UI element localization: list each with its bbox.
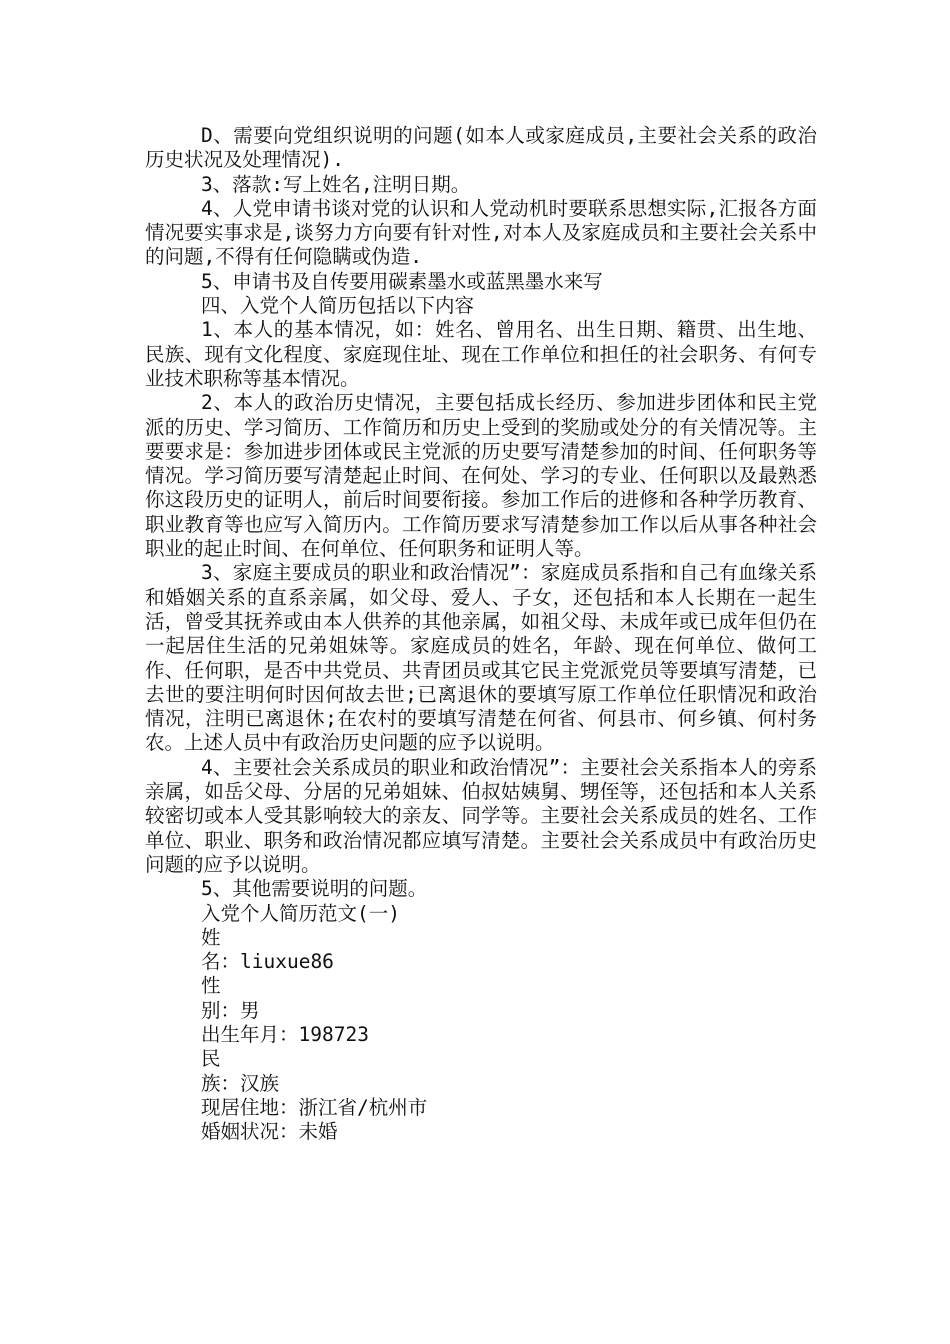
field-gender-label-part1: 性 bbox=[201, 974, 221, 998]
paragraph-other-issues: 5、其他需要说明的问题。 bbox=[201, 877, 428, 901]
paragraph-basic-info: 1、本人的基本情况，如：姓名、曾用名、出生日期、籍贯、出生地、民族、现有文化程度、家庭现住址、现在工作单位和担任的社会职务、有何专业技术职称等基本情况。 bbox=[145, 318, 817, 390]
field-ethnicity-value: 族：汉族 bbox=[201, 1071, 280, 1095]
field-marital-status: 婚姻状况：未婚 bbox=[201, 1120, 338, 1144]
section-heading-resume-contents: 四、入党个人简历包括以下内容 bbox=[201, 294, 475, 318]
field-name-value: 名：liuxue86 bbox=[201, 950, 334, 974]
paragraph-family-members: 3、家庭主要成员的职业和政治情况”：家庭成员系指和自己有血缘关系和婚姻关系的直系亲属，如父母、爱人、子女，还包括和本人长期在一起生活，曾受其抚养或由本人供养的其他亲属，如祖父母、未成年或已成年但仍在一起居住生活的兄弟姐妹等。家庭成员的姓名，年龄、现在何单位、做何工作、任何职，是否中共党员、共青团员或其它民主党派党员等要填写清楚，已去世的要注明何时因何故去世;已离退休的要填写原工作单位任职情况和政治情况，注明已离退休;在农村的要填写清楚在何省、何县市、何乡镇、何村务农。上述人员中有政治历史问题的应予以说明。 bbox=[145, 561, 817, 755]
field-ethnicity-label-part1: 民 bbox=[201, 1047, 221, 1071]
paragraph-application-content: 4、人党申请书谈对党的认识和人党动机时要联系思想实际,汇报各方面情况要实事求是,谈努力方向要有针对性,对本人及家庭成员和主要社会关系中的问题,不得有任何隐瞒或伪造. bbox=[145, 196, 817, 269]
field-birth-date: 出生年月：198723 bbox=[201, 1022, 369, 1046]
field-residence: 现居住地：浙江省/杭州市 bbox=[201, 1095, 428, 1119]
document-page bbox=[145, 124, 817, 1144]
field-name-label-part1: 姓 bbox=[201, 925, 221, 949]
field-gender-value: 别：男 bbox=[201, 998, 260, 1022]
paragraph-political-history: 2、本人的政治历史情况，主要包括成长经历、参加进步团体和民主党派的历史、学习简历、工作简历和历史上受到的奖励或处分的有关情况等。主要要求是：参加进步团体或民主党派的历史要写清楚参加的时间、任何职务等情况。学习简历要写清楚起止时间、在何处、学习的专业、任何职以及最熟悉你这段历史的证明人，前后时间要衔接。参加工作后的进修和各种学历教育、职业教育等也应写入简历内。工作简历要求写清楚参加工作以后从事各种社会职业的起止时间、在何单位、任何职务和证明人等。 bbox=[145, 391, 817, 561]
paragraph-item-d: D、需要向党组织说明的问题(如本人或家庭成员,主要社会关系的政治历史状况及处理情况). bbox=[145, 124, 817, 172]
sample-title: 入党个人简历范文(一) bbox=[201, 901, 400, 925]
paragraph-social-relations: 4、主要社会关系成员的职业和政治情况”：主要社会关系指本人的旁系亲属，如岳父母、分居的兄弟姐妹、伯叔姑姨舅、甥侄等，还包括和本人关系较密切或本人受其影响较大的亲友、同学等。主要社会关系成员的姓名、工作单位、职业、职务和政治情况都应填写清楚。主要社会关系成员中有政治历史问题的应予以说明。 bbox=[145, 755, 817, 876]
paragraph-ink: 5、申请书及自传要用碳素墨水或蓝黑墨水来写 bbox=[201, 269, 603, 293]
paragraph-signature: 3、落款:写上姓名,注明日期。 bbox=[201, 172, 471, 196]
